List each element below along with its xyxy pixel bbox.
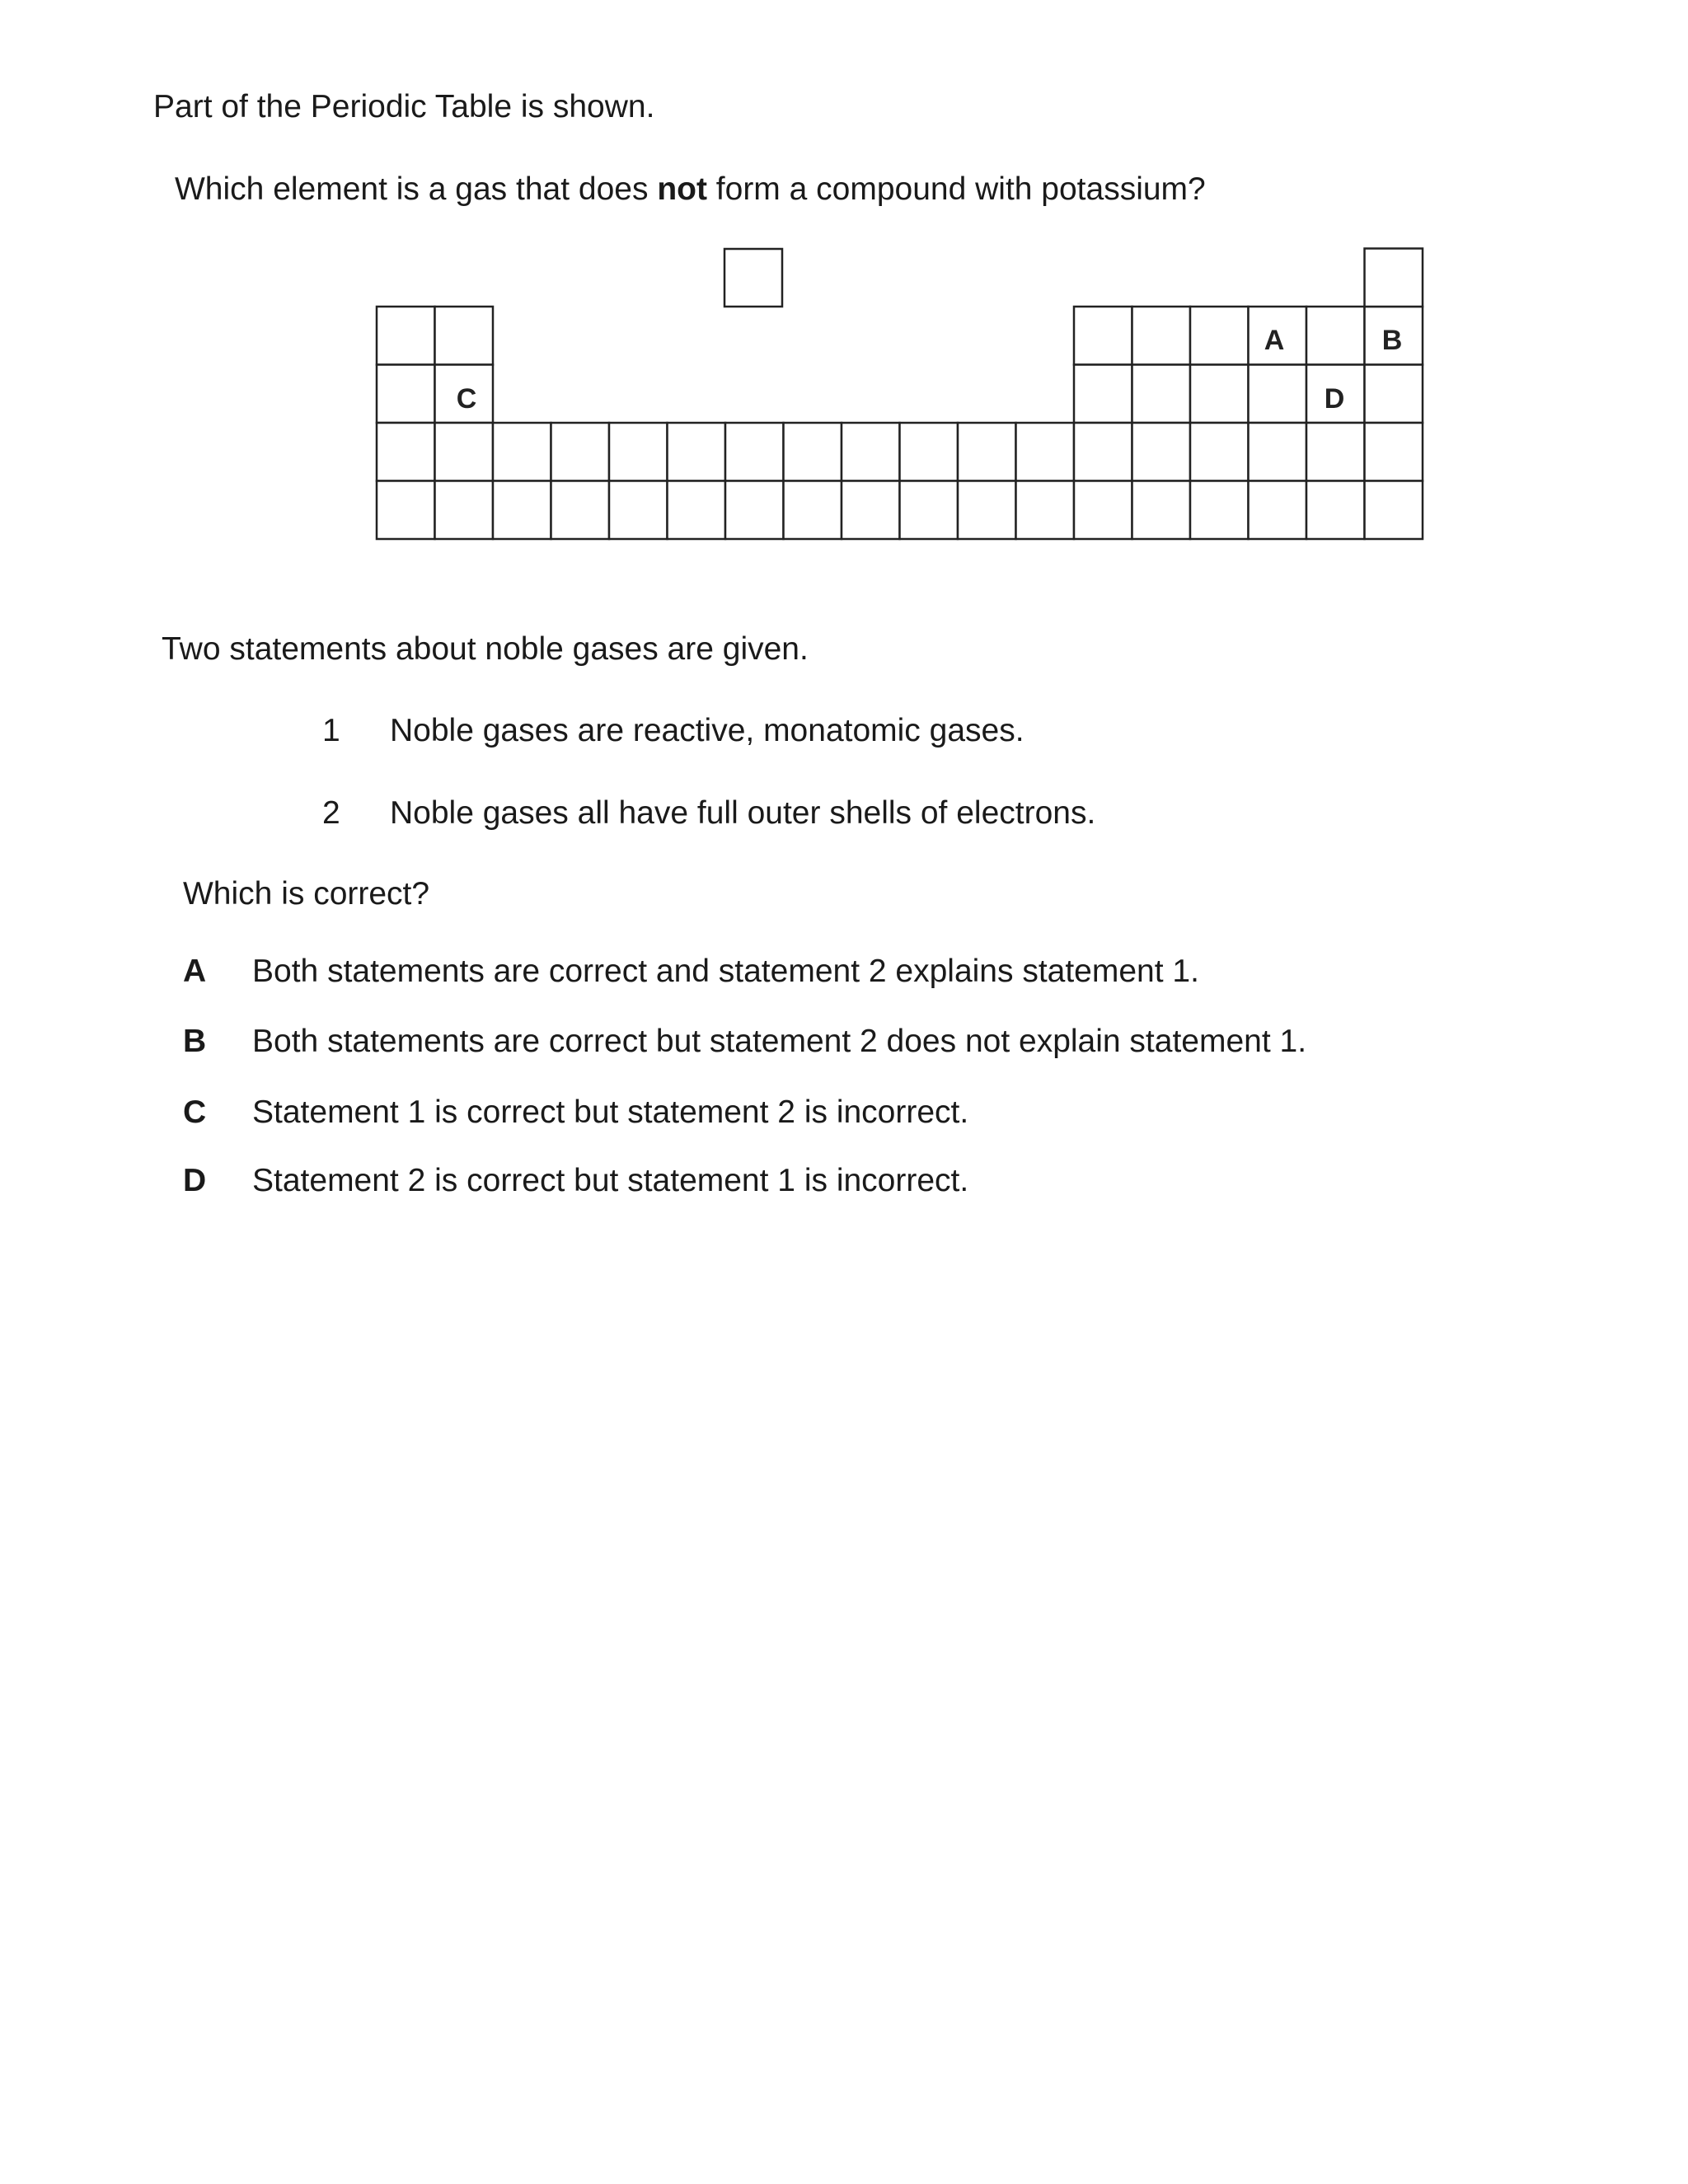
table-cell	[842, 423, 900, 481]
statement-2-number: 2	[322, 795, 340, 831]
statement-1-number: 1	[322, 713, 340, 748]
option-d-text[interactable]: Statement 2 is correct but statement 1 is incorrect.	[252, 1163, 969, 1198]
table-cell	[1365, 365, 1423, 424]
table-cell	[551, 423, 610, 481]
table-cell	[725, 481, 784, 540]
table-cell	[377, 307, 435, 365]
q1-question-bold: not	[657, 171, 707, 207]
hydrogen-cell	[724, 249, 782, 307]
statement-2-text: Noble gases all have full outer shells of electrons.	[390, 795, 1096, 831]
table-cell	[1132, 307, 1191, 365]
table-cell	[1132, 423, 1191, 481]
table-cell	[1306, 423, 1365, 481]
option-c-letter: C	[183, 1094, 207, 1130]
table-cell	[1132, 365, 1191, 424]
table-cell	[1306, 481, 1365, 540]
table-cell	[725, 423, 784, 481]
table-cell	[609, 423, 668, 481]
table-cell	[958, 423, 1016, 481]
statement-1-text: Noble gases are reactive, monatomic gases.	[390, 713, 1025, 748]
table-cell	[784, 423, 842, 481]
table-label-D: D	[1324, 383, 1345, 415]
table-cell	[668, 423, 726, 481]
table-cell	[377, 481, 435, 540]
table-cell	[1016, 481, 1075, 540]
q2-prompt: Which is correct?	[183, 876, 430, 912]
table-cell	[435, 481, 494, 540]
table-cell	[551, 481, 610, 540]
table-cell	[668, 481, 726, 540]
table-cell	[435, 423, 494, 481]
option-a-letter: A	[183, 954, 207, 989]
table-cell	[377, 365, 435, 424]
table-cell	[377, 423, 435, 481]
table-cell	[1190, 365, 1249, 424]
table-label-A: A	[1264, 325, 1285, 356]
table-cell	[842, 481, 900, 540]
table-label-B: B	[1381, 325, 1403, 356]
table-cell	[1249, 481, 1307, 540]
table-cell	[1016, 423, 1075, 481]
option-c-text[interactable]: Statement 1 is correct but statement 2 is incorrect.	[252, 1094, 969, 1130]
table-cell	[1365, 423, 1423, 481]
option-d-letter: D	[183, 1163, 207, 1198]
helium-cell	[1365, 249, 1423, 307]
table-cell	[1074, 365, 1132, 424]
table-cell	[493, 423, 551, 481]
table-cell	[1190, 481, 1249, 540]
q1-intro: Part of the Periodic Table is shown.	[153, 89, 655, 124]
table-cell	[609, 481, 668, 540]
table-cell	[1249, 365, 1307, 424]
table-cell	[1074, 481, 1132, 540]
option-b-letter: B	[183, 1024, 207, 1059]
table-cell	[1249, 423, 1307, 481]
option-a-text[interactable]: Both statements are correct and statement 2 explains statement 1.	[252, 954, 1199, 989]
table-cell	[1365, 481, 1423, 540]
table-cell	[493, 481, 551, 540]
table-cell	[1074, 423, 1132, 481]
table-cell	[1074, 307, 1132, 365]
table-cell	[1306, 307, 1365, 365]
table-cell	[1132, 481, 1191, 540]
table-cell	[1190, 307, 1249, 365]
table-cell	[958, 481, 1016, 540]
option-b-text[interactable]: Both statements are correct but statement 2 does not explain statement 1.	[252, 1024, 1307, 1059]
periodic-table-diagram	[0, 0, 1688, 577]
table-cell	[435, 307, 494, 365]
periodic-table-cells	[377, 249, 1423, 540]
table-cell	[900, 423, 959, 481]
table-label-C: C	[456, 383, 477, 415]
table-cell	[900, 481, 959, 540]
q2-intro: Two statements about noble gases are given.	[162, 631, 809, 667]
q1-question-pre: Which element is a gas that does	[175, 171, 658, 207]
table-cell	[1190, 423, 1249, 481]
table-cell	[784, 481, 842, 540]
q1-question-post: form a compound with potassium?	[706, 171, 1206, 207]
